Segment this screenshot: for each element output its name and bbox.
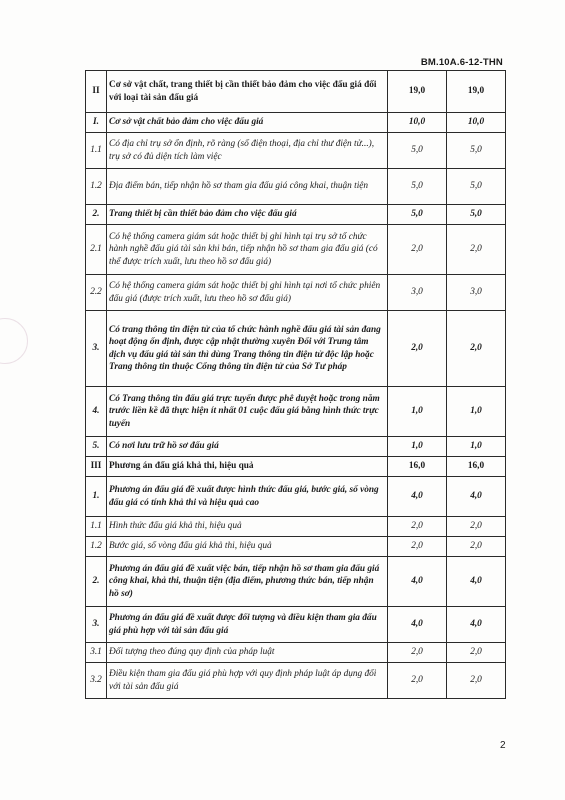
row-score: 2,0 bbox=[447, 311, 506, 387]
row-criterion: Điều kiện tham gia đấu giá phù hợp với quy định pháp luật áp dụng đối với tài sản đấu giá bbox=[107, 663, 388, 699]
row-score: 2,0 bbox=[447, 663, 506, 699]
row-number: 3. bbox=[86, 311, 107, 387]
row-score: 10,0 bbox=[447, 113, 506, 133]
table-row bbox=[86, 607, 506, 643]
row-max-score: 2,0 bbox=[388, 225, 447, 275]
row-number: 2.2 bbox=[86, 275, 107, 311]
row-score: 2,0 bbox=[447, 537, 506, 557]
row-max-score: 19,0 bbox=[388, 71, 447, 113]
table-row bbox=[86, 387, 506, 437]
row-criterion: Có Trang thông tin đấu giá trực tuyến được phê duyệt hoặc trong năm trước liền kề đã thực hiện ít nhất 01 cuộc đấu giá bằng hình thức trực tuyến bbox=[107, 387, 388, 437]
table-row bbox=[86, 437, 506, 457]
row-score: 2,0 bbox=[447, 225, 506, 275]
row-number: 5. bbox=[86, 437, 107, 457]
table-row bbox=[86, 113, 506, 133]
table-row bbox=[86, 663, 506, 699]
row-max-score: 5,0 bbox=[388, 133, 447, 169]
row-number: I. bbox=[86, 113, 107, 133]
row-criterion: Bước giá, số vòng đấu giá khả thi, hiệu quả bbox=[107, 537, 388, 557]
row-number: 3.1 bbox=[86, 643, 107, 663]
row-number: 2. bbox=[86, 557, 107, 607]
row-criterion: Cơ sở vật chất bảo đảm cho việc đấu giá bbox=[107, 113, 388, 133]
row-max-score: 5,0 bbox=[388, 169, 447, 205]
row-max-score: 5,0 bbox=[388, 205, 447, 225]
row-score: 2,0 bbox=[447, 643, 506, 663]
row-number: 1.1 bbox=[86, 517, 107, 537]
row-score: 19,0 bbox=[447, 71, 506, 113]
table-row bbox=[86, 537, 506, 557]
table-row bbox=[86, 477, 506, 517]
row-max-score: 4,0 bbox=[388, 607, 447, 643]
stamp-mark bbox=[0, 318, 28, 364]
table-row bbox=[86, 311, 506, 387]
row-criterion: Đối tượng theo đúng quy định của pháp luật bbox=[107, 643, 388, 663]
row-number: 1. bbox=[86, 477, 107, 517]
row-max-score: 3,0 bbox=[388, 275, 447, 311]
table-row bbox=[86, 457, 506, 477]
table-row bbox=[86, 275, 506, 311]
row-criterion: Có hệ thống camera giám sát hoặc thiết bị ghi hình tại nơi tổ chức phiên đấu giá (được trích xuất, lưu theo hồ sơ đấu giá) bbox=[107, 275, 388, 311]
row-criterion: Phương án đấu giá khả thi, hiệu quả bbox=[107, 457, 388, 477]
row-number: II bbox=[86, 71, 107, 113]
row-max-score: 2,0 bbox=[388, 517, 447, 537]
row-number: 2. bbox=[86, 205, 107, 225]
row-max-score: 4,0 bbox=[388, 557, 447, 607]
row-score: 5,0 bbox=[447, 205, 506, 225]
row-number: 1.2 bbox=[86, 537, 107, 557]
row-number: 1.2 bbox=[86, 169, 107, 205]
row-criterion: Có nơi lưu trữ hồ sơ đấu giá bbox=[107, 437, 388, 457]
table-row bbox=[86, 225, 506, 275]
row-score: 5,0 bbox=[447, 169, 506, 205]
row-criterion: Có địa chỉ trụ sở ổn định, rõ ràng (số điện thoại, địa chỉ thư điện tử...), trụ sở có đủ diện tích làm việc bbox=[107, 133, 388, 169]
table-row bbox=[86, 133, 506, 169]
row-criterion: Có hệ thống camera giám sát hoặc thiết bị ghi hình tại trụ sở tổ chức hành nghề đấu giá tài sản khi bán, tiếp nhận hồ sơ tham gia đấu giá (có thể được trích xuất, lưu theo hồ sơ đấu giá) bbox=[107, 225, 388, 275]
row-criterion: Phương án đấu giá đề xuất được hình thức đấu giá, bước giá, số vòng đấu giá có tính khả thi và hiệu quả cao bbox=[107, 477, 388, 517]
row-score: 2,0 bbox=[447, 517, 506, 537]
row-number: 4. bbox=[86, 387, 107, 437]
row-max-score: 2,0 bbox=[388, 537, 447, 557]
row-max-score: 1,0 bbox=[388, 387, 447, 437]
row-score: 4,0 bbox=[447, 557, 506, 607]
row-max-score: 10,0 bbox=[388, 113, 447, 133]
table-row bbox=[86, 643, 506, 663]
row-score: 16,0 bbox=[447, 457, 506, 477]
row-criterion: Địa điểm bán, tiếp nhận hồ sơ tham gia đấu giá công khai, thuận tiện bbox=[107, 169, 388, 205]
row-number: 2.1 bbox=[86, 225, 107, 275]
row-max-score: 2,0 bbox=[388, 643, 447, 663]
row-score: 1,0 bbox=[447, 437, 506, 457]
row-number: 3. bbox=[86, 607, 107, 643]
scoring-table-body bbox=[86, 71, 506, 699]
row-criterion: Phương án đấu giá đề xuất được đối tượng và điều kiện tham gia đấu giá phù hợp với tài sản đấu giá bbox=[107, 607, 388, 643]
row-max-score: 16,0 bbox=[388, 457, 447, 477]
row-score: 4,0 bbox=[447, 607, 506, 643]
row-score: 3,0 bbox=[447, 275, 506, 311]
page-number: 2 bbox=[500, 740, 506, 751]
row-criterion: Có trang thông tin điện tử của tổ chức hành nghề đấu giá tài sản đang hoạt động ổn định, được cập nhật thường xuyên Đối với Trung tâm dịch vụ đấu giá tài sản thì dùng Trang thông tin điện tử độc lập hoặc Trang thông tin thuộc Cổng thông tin điện tử của Sở Tư pháp bbox=[107, 311, 388, 387]
row-criterion: Cơ sở vật chất, trang thiết bị cần thiết bảo đảm cho việc đấu giá đối với loại tài sản đấu giá bbox=[107, 71, 388, 113]
table-row bbox=[86, 557, 506, 607]
row-criterion: Phương án đấu giá đề xuất việc bán, tiếp nhận hồ sơ tham gia đấu giá công khai, khả thi, thuận tiện (địa điểm, phương thức bán, tiếp nhận hồ sơ) bbox=[107, 557, 388, 607]
table-row bbox=[86, 205, 506, 225]
row-criterion: Trang thiết bị cần thiết bảo đảm cho việc đấu giá bbox=[107, 205, 388, 225]
row-max-score: 4,0 bbox=[388, 477, 447, 517]
row-max-score: 2,0 bbox=[388, 311, 447, 387]
row-max-score: 1,0 bbox=[388, 437, 447, 457]
row-score: 5,0 bbox=[447, 133, 506, 169]
row-number: 3.2 bbox=[86, 663, 107, 699]
table-row bbox=[86, 71, 506, 113]
row-number: 1.1 bbox=[86, 133, 107, 169]
scoring-table bbox=[85, 70, 506, 699]
row-max-score: 2,0 bbox=[388, 663, 447, 699]
row-number: III bbox=[86, 457, 107, 477]
row-score: 4,0 bbox=[447, 477, 506, 517]
table-row bbox=[86, 169, 506, 205]
table-row bbox=[86, 517, 506, 537]
row-score: 1,0 bbox=[447, 387, 506, 437]
row-criterion: Hình thức đấu giá khả thi, hiệu quả bbox=[107, 517, 388, 537]
document-code: BM.10A.6-12-THN bbox=[420, 57, 503, 68]
